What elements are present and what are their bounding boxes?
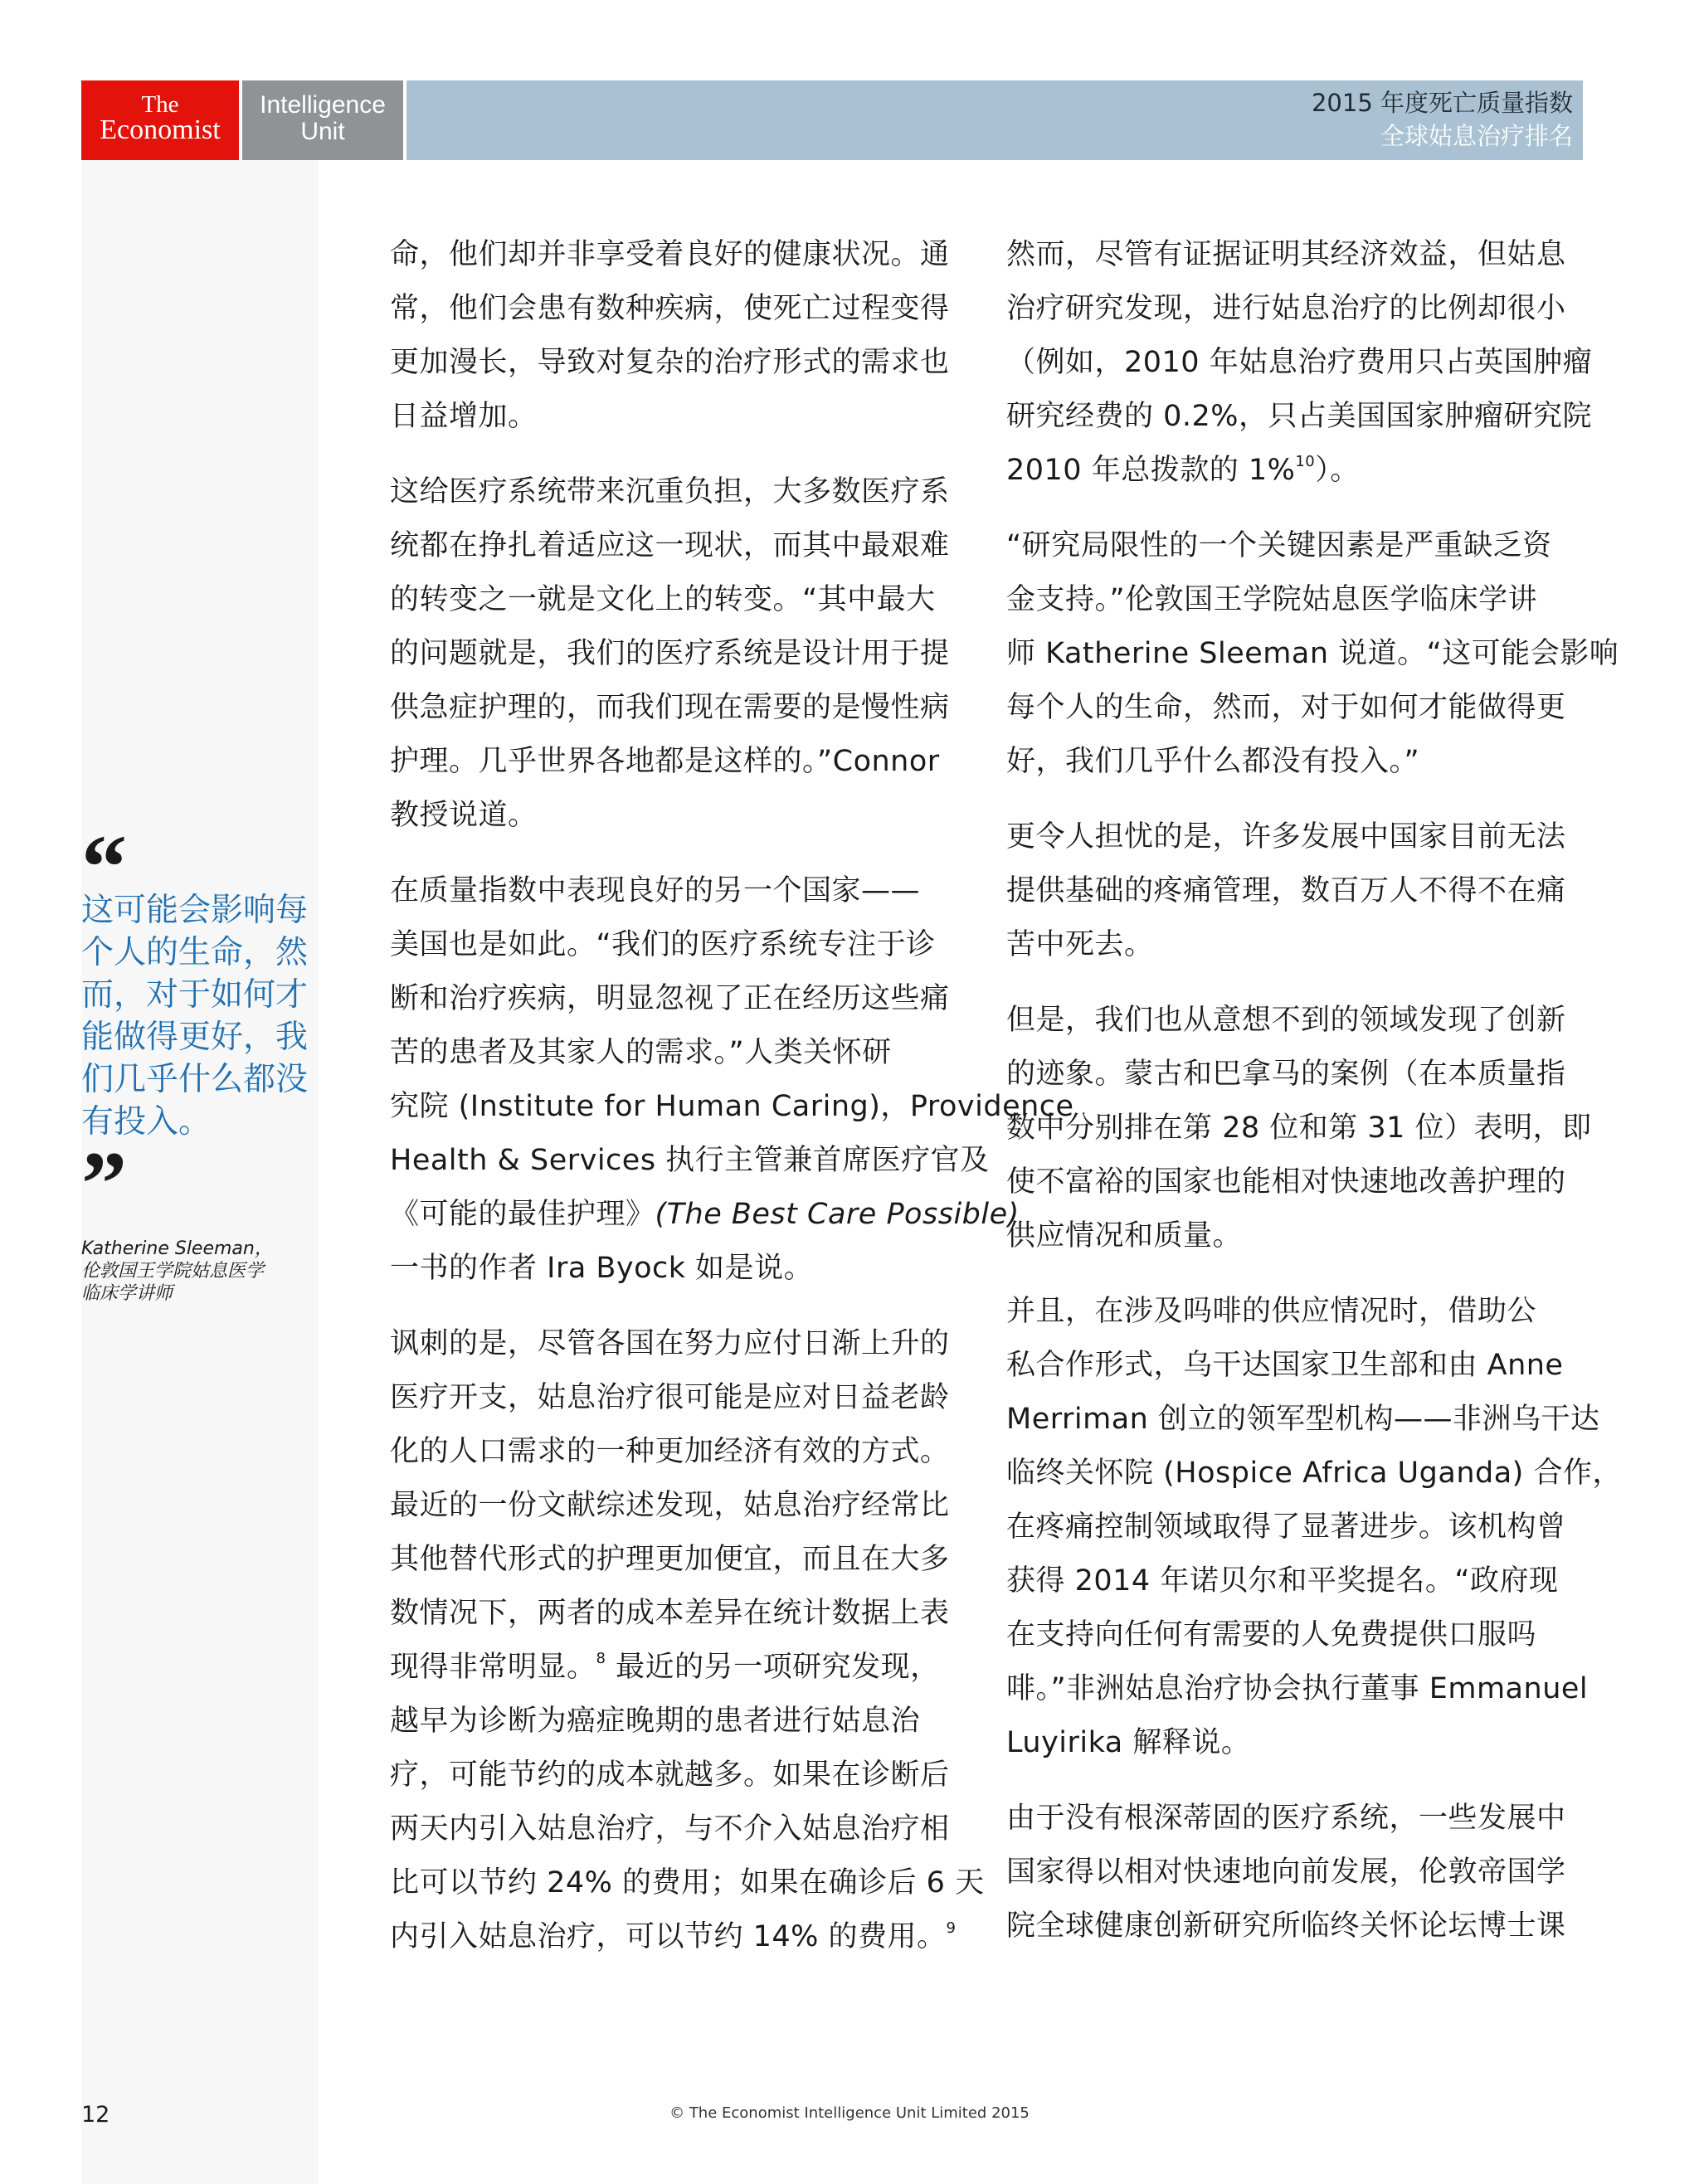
text-line: 一书的作者 Ira Byock 如是说。: [390, 1252, 814, 1285]
report-title: 2015 年度死亡质量指数: [1311, 89, 1573, 117]
text-line: 教授说道。: [390, 799, 538, 832]
text-line: 究院 (Institute for Human Caring)，Providence: [390, 1090, 1074, 1123]
text-line: 断和治疗疾病，明显忽视了正在经历这些痛: [390, 982, 950, 1015]
paragraph: [1006, 519, 1619, 789]
text-line: 供应情况和质量。: [1006, 1219, 1243, 1253]
unit-line-intelligence: Intelligence: [260, 91, 386, 119]
text-line: 临终关怀院 (Hospice Africa Uganda) 合作，: [1006, 1457, 1622, 1490]
open-quote-icon: “: [81, 816, 127, 917]
text-line: 供急症护理的，而我们现在需要的是慢性病: [390, 691, 950, 724]
text-line: 命，他们却并非享受着良好的健康状况。通: [390, 238, 950, 271]
text-line: 这给医疗系统带来沉重负担，大多数医疗系: [390, 475, 950, 508]
text-line: 使不富裕的国家也能相对快速地改善护理的: [1006, 1165, 1566, 1199]
text-line: 院全球健康创新研究所临终关怀论坛博士课: [1006, 1909, 1566, 1943]
text-line: 更加漫长，导致对复杂的治疗形式的需求也: [390, 346, 950, 379]
unit-line-unit: Unit: [300, 118, 345, 145]
text-line: 在质量指数中表现良好的另一个国家——: [390, 874, 921, 907]
text-line: 在疼痛控制领域取得了显著进步。该机构曾: [1006, 1510, 1566, 1544]
text-line: 比可以节约 24% 的费用；如果在确诊后 6 天: [390, 1866, 985, 1899]
text-line: Luyirika 解释说。: [1006, 1726, 1251, 1759]
pull-quote-text: [81, 889, 330, 1143]
text-line: 化的人口需求的一种更加经济有效的方式。: [390, 1435, 950, 1468]
text-line: 提供基础的疼痛管理，数百万人不得不在痛: [1006, 874, 1566, 907]
text-line: Merriman 创立的领军型机构——非洲乌干达: [1006, 1403, 1600, 1436]
text-line: 讽刺的是，尽管各国在努力应付日渐上升的: [390, 1327, 950, 1360]
text-fragment: ）。: [1315, 454, 1360, 487]
text-line: 国家得以相对快速地向前发展，伦敦帝国学: [1006, 1856, 1566, 1889]
footnote-ref: 10: [1295, 453, 1316, 470]
report-subtitle: 全球姑息治疗排名: [1380, 122, 1573, 150]
text-line: （例如，2010 年姑息治疗费用只占英国肿瘤: [1006, 346, 1593, 379]
left-text-column: [390, 228, 1074, 1986]
footnote-ref: 9: [946, 1919, 957, 1937]
text-line: 治疗研究发现，进行姑息治疗的比例却很小: [1006, 292, 1566, 325]
text-line: [1006, 444, 1587, 498]
text-line: 好，我们几乎什么都没有投入。”: [1006, 745, 1420, 778]
paragraph: [1006, 228, 1593, 498]
text-line: “研究局限性的一个关键因素是严重缺乏资: [1006, 529, 1552, 562]
paragraph: [390, 1317, 985, 1964]
pull-quote-line: 能做得更好，我: [81, 1019, 309, 1056]
close-quote-icon: ”: [81, 1133, 127, 1234]
pull-quote-attribution: [81, 1238, 330, 1305]
paragraph: [1006, 1285, 1622, 1770]
text-line: 常，他们会患有数种疾病，使死亡过程变得: [390, 292, 950, 325]
page-number: 12: [81, 2102, 110, 2128]
text-line: 金支持。”伦敦国王学院姑息医学临床学讲: [1006, 583, 1538, 616]
footnote-ref: 8: [596, 1650, 606, 1667]
text-line: [390, 1641, 971, 1695]
book-title-chinese: 《可能的最佳护理》: [390, 1198, 655, 1231]
pull-quote-line: 这可能会影响每: [81, 892, 309, 929]
economist-logo: [81, 80, 239, 160]
pull-quote: [81, 816, 330, 1305]
text-line: 师 Katherine Sleeman 说道。“这可能会影响: [1006, 637, 1619, 670]
text-line: 更令人担忧的是，许多发展中国家目前无法: [1006, 820, 1566, 854]
logo-line-the: The: [141, 91, 179, 118]
right-text-column: [1006, 228, 1622, 1975]
text-fragment: 最近的另一项研究发现，: [606, 1651, 940, 1684]
text-line: 获得 2014 年诺贝尔和平奖提名。“政府现: [1006, 1564, 1559, 1598]
text-line: 并且，在涉及吗啡的供应情况时，借助公: [1006, 1295, 1537, 1328]
text-line: 日益增加。: [390, 400, 538, 433]
text-line: 苦中死去。: [1006, 928, 1154, 961]
text-line: 由于没有根深蒂固的医疗系统，一些发展中: [1006, 1802, 1566, 1835]
text-fragment: 现得非常明显。: [390, 1651, 596, 1684]
text-line: 护理。几乎世界各地都是这样的。”Connor: [390, 745, 940, 778]
book-title-english: (The Best Care Possible): [655, 1198, 1020, 1231]
text-line: 医疗开支，姑息治疗很可能是应对日益老龄: [390, 1381, 950, 1414]
text-line: 的转变之一就是文化上的转变。“其中最大: [390, 583, 936, 616]
attribution-line: Katherine Sleeman，: [81, 1238, 273, 1259]
page-header: [81, 80, 1583, 160]
pull-quote-line: 有投入。: [81, 1103, 212, 1141]
text-line: 的问题就是，我们的医疗系统是设计用于提: [390, 637, 950, 670]
text-line: [390, 1188, 1020, 1242]
attribution-line: 临床学讲师: [81, 1283, 173, 1304]
pull-quote-line: 而，对于如何才: [81, 976, 309, 1014]
paragraph: [390, 228, 971, 444]
paragraph: [390, 864, 1074, 1296]
copyright-notice: © The Economist Intelligence Unit Limited 2015: [669, 2104, 1030, 2122]
text-fragment: 内引入姑息治疗，可以节约 14% 的费用。: [390, 1920, 947, 1953]
text-line: Health & Services 执行主管兼首席医疗官及: [390, 1144, 990, 1177]
text-line: 疗，可能节约的成本就越多。如果在诊断后: [390, 1758, 950, 1792]
text-line: 研究经费的 0.2%，只占美国国家肿瘤研究院: [1006, 400, 1593, 433]
paragraph: [390, 465, 971, 843]
header-band: [406, 80, 1583, 160]
text-fragment: 2010 年总拨款的 1%: [1006, 454, 1296, 487]
text-line: [390, 1910, 971, 1964]
pull-quote-line: 个人的生命，然: [81, 934, 309, 971]
text-line: 啡。”非洲姑息治疗协会执行董事 Emmanuel: [1006, 1672, 1589, 1705]
text-line: 私合作形式，乌干达国家卫生部和由 Anne: [1006, 1349, 1564, 1382]
text-line: 在支持向任何有需要的人免费提供口服吗: [1006, 1618, 1537, 1651]
attribution-line: 伦敦国王学院姑息医学: [81, 1261, 265, 1282]
text-line: 的迹象。蒙古和巴拿马的案例（在本质量指: [1006, 1058, 1566, 1091]
text-line: 美国也是如此。“我们的医疗系统专注于诊: [390, 928, 936, 961]
text-line: 但是，我们也从意想不到的领域发现了创新: [1006, 1004, 1566, 1037]
intelligence-unit-label: [242, 80, 403, 160]
paragraph: [1006, 994, 1592, 1263]
paragraph: [1006, 810, 1587, 972]
text-line: 两天内引入姑息治疗，与不介入姑息治疗相: [390, 1812, 950, 1846]
text-line: 每个人的生命，然而，对于如何才能做得更: [1006, 691, 1566, 724]
text-line: 最近的一份文献综述发现，姑息治疗经常比: [390, 1489, 950, 1522]
text-line: 统都在挣扎着适应这一现状，而其中最艰难: [390, 529, 950, 562]
text-line: 越早为诊断为癌症晚期的患者进行姑息治: [390, 1705, 921, 1738]
logo-line-economist: Economist: [100, 114, 221, 145]
text-line: 其他替代形式的护理更加便宜，而且在大多: [390, 1543, 950, 1576]
text-line: 数中分别排在第 28 位和第 31 位）表明，即: [1006, 1111, 1592, 1145]
text-line: 数情况下，两者的成本差异在统计数据上表: [390, 1597, 950, 1630]
paragraph: [1006, 1792, 1587, 1953]
text-line: 苦的患者及其家人的需求。”人类关怀研: [390, 1036, 892, 1069]
pull-quote-line: 们几乎什么都没: [81, 1061, 309, 1098]
text-line: 然而，尽管有证据证明其经济效益，但姑息: [1006, 238, 1566, 271]
